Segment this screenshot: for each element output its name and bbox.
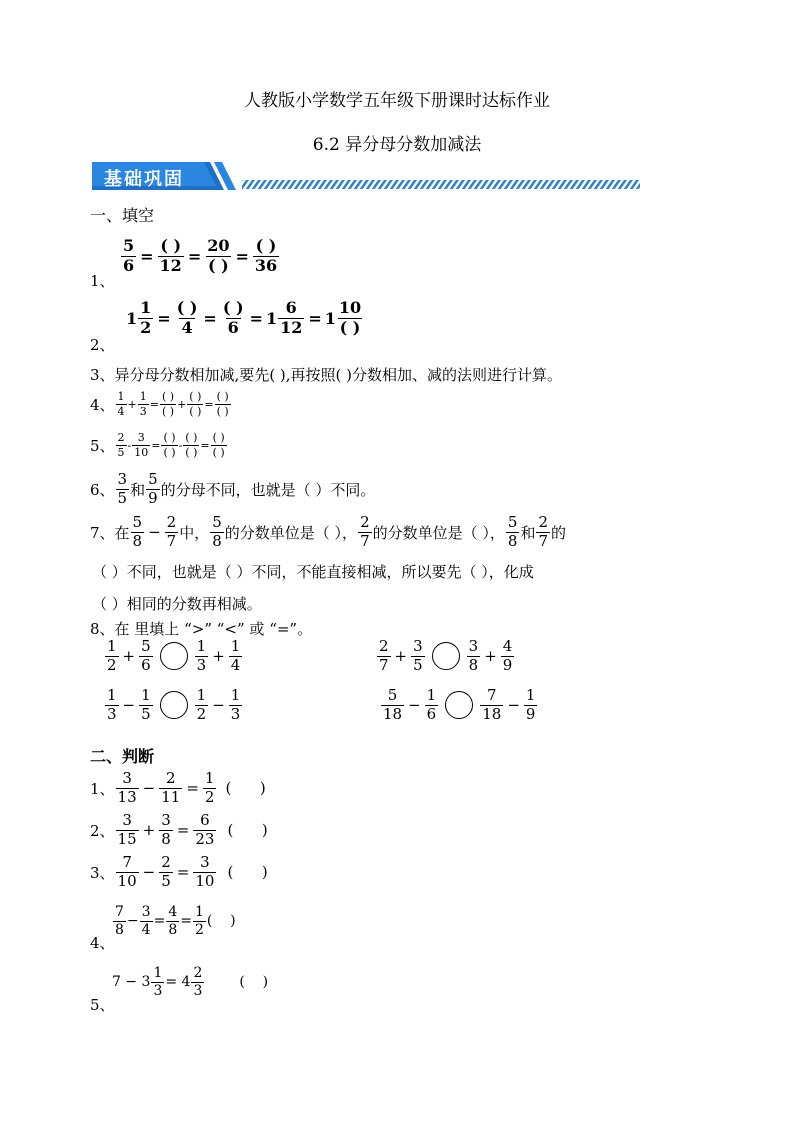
q6-text: 6、 $\frac{3}{5}$ 和 $\frac{5}{9}$ 的分母不同，也就是（ ）不同。 xyxy=(90,470,376,507)
page-title: 人教版小学数学五年级下册课时达标作业 xyxy=(244,91,550,111)
judge-3: 3、 $\frac{7}{10}$ − $\frac{2}{5}$ = $\frac{3}{10}$ ( ) xyxy=(90,853,268,890)
section-banner xyxy=(92,160,642,192)
q7-line1: 7、在 $\frac{5}{8}$ − $\frac{2}{7}$ 中， $\frac{5}{8}$ 的分数单位是（ ）， $\frac{2}{7}$ 的分数单位是（ ）， $\frac{5}{8}$ 和 $\frac{2}{7}$ 的 xyxy=(90,513,567,550)
judge-5: 7 − 3 $\frac{1}{3}$ = 4 $\frac{2}{3}$ ( ) xyxy=(112,965,269,999)
banner-label: 基础巩固 xyxy=(104,169,184,190)
q1-number: 1、 xyxy=(90,272,115,290)
compare-circle[interactable] xyxy=(432,642,460,670)
q8-text: 8、在 里填上 “>” “<” 或 “=”。 xyxy=(90,620,313,638)
q8-compare-3: $\frac{1}{3}$ − $\frac{1}{5}$ $\frac{1}{2}$ − $\frac{1}{3}$ xyxy=(107,686,241,723)
q8-compare-2: $\frac{2}{7}$ + $\frac{3}{5}$ $\frac{3}{8}$ + $\frac{4}{9}$ xyxy=(379,637,513,674)
q7-line3: （ ）相同的分数再相减。 xyxy=(92,595,262,613)
q1-equation: $\frac{5}{6}$ = $\frac{( )}{12}$ = $\frac{20}{( )}$ = $\frac{( )}{36}$ xyxy=(123,236,278,275)
judge-5-number: 5、 xyxy=(90,996,115,1014)
q3-text: 3、异分母分数相加减,要先( ),再按照( )分数相加、减的法则进行计算。 xyxy=(90,366,563,384)
q2-equation: 1 $\frac{1}{2}$ = $\frac{( )}{4}$ = $\frac{( )}{6}$ = 1 $\frac{6}{12}$ = 1 $\frac{10}{( )}$ xyxy=(126,298,362,337)
page-subtitle: 6.2 异分母分数加减法 xyxy=(312,135,482,155)
q8-compare-4: $\frac{5}{18}$ − $\frac{1}{6}$ $\frac{7}{18}$ − $\frac{1}{9}$ xyxy=(383,686,536,723)
judge-4-number: 4、 xyxy=(90,934,115,952)
judge-1: 1、 $\frac{3}{13}$ − $\frac{2}{11}$ = $\frac{1}{2}$ ( ) xyxy=(90,769,266,806)
q2-number: 2、 xyxy=(90,336,115,354)
q7-line2: （ ）不同，也就是（ ）不同，不能直接相减，所以要先（ ），化成 xyxy=(92,563,534,581)
compare-circle[interactable] xyxy=(160,642,188,670)
section2-heading: 二、判断 xyxy=(90,747,155,766)
judge-2: 2、 $\frac{3}{15}$ + $\frac{3}{8}$ = $\frac{6}{23}$ ( ) xyxy=(90,811,268,848)
section1-heading: 一、填空 xyxy=(90,206,155,225)
compare-circle[interactable] xyxy=(445,691,473,719)
q4-equation: 4、 $\frac{1}{4}$ + $\frac{1}{3}$ = $\frac{( )}{( )}$ + $\frac{( )}{( )}$ = $\frac{( )}{( )}$ xyxy=(90,390,229,418)
q5-equation: 5、 $\frac{2}{5}$ - $\frac{3}{10}$ = $\frac{( )}{( )}$ - $\frac{( )}{( )}$ = $\frac{( )}{( )}$ xyxy=(90,431,225,459)
q8-compare-1: $\frac{1}{2}$ + $\frac{5}{6}$ $\frac{1}{3}$ + $\frac{1}{4}$ xyxy=(107,637,241,674)
judge-4: $\frac{7}{8}$ − $\frac{3}{4}$ = $\frac{4}{8}$ = $\frac{1}{2}$ ( ) xyxy=(115,904,236,938)
compare-circle[interactable] xyxy=(160,691,188,719)
